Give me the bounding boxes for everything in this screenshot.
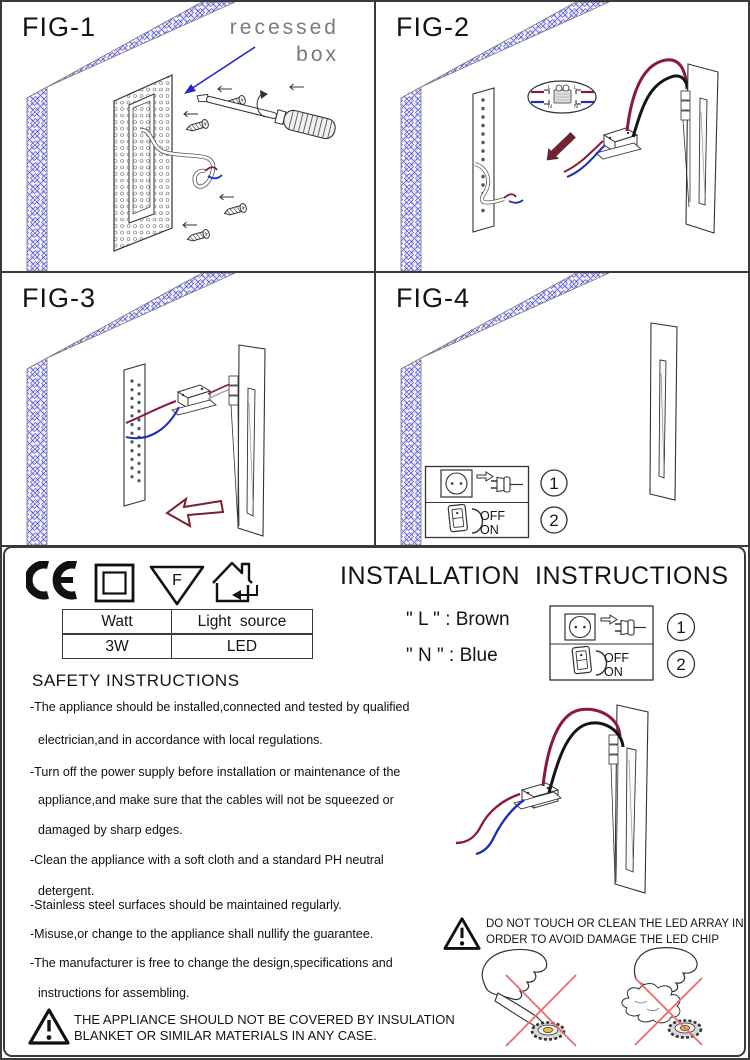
wire-n-line: " N " : Blue: [406, 645, 498, 666]
figure-fig3: [2, 273, 374, 545]
wiping-hand-icon: [622, 948, 702, 1045]
installed-fixture-panel: [650, 323, 677, 500]
recessed-box-strip: [124, 364, 145, 506]
switch-icon: [572, 646, 592, 674]
svg-text:F: F: [172, 572, 182, 589]
led-warning-line2: ORDER TO AVOID DAMAGE THE LED CHIP: [486, 934, 720, 946]
light-fixture-panel: [681, 64, 718, 233]
spec-value-source: LED: [172, 634, 313, 659]
figure-fig4: [376, 273, 748, 545]
input-wires: [564, 141, 605, 177]
figure-fig1: [2, 2, 374, 271]
led-warning-line1: DO NOT TOUCH OR CLEAN THE LED ARRAY IN: [486, 918, 744, 930]
step2-badge: [668, 651, 695, 678]
power-steps-inset: [548, 602, 748, 684]
svg-text:2: 2: [549, 511, 559, 530]
output-wires: [627, 60, 690, 137]
insulation-warning-line1: THE APPLIANCE SHOULD NOT BE COVERED BY INSULATION: [74, 1012, 455, 1027]
ce-mark-icon: [26, 561, 80, 601]
safety-line: appliance,and make sure that the cables will not be squeezed or: [38, 793, 394, 807]
spec-header-watt: Watt: [63, 610, 172, 635]
figure-fig2: [376, 2, 748, 271]
touching-hand-icon: [482, 949, 576, 1046]
step1-badge: [668, 614, 695, 641]
info-panel: [2, 545, 748, 1058]
push-in-arrow: [167, 499, 223, 526]
recessed-box-strip: [473, 88, 494, 232]
safety-line: -Stainless steel surfaces should be maintained regularly.: [30, 898, 342, 912]
recessed-box-annotation: recessed box: [229, 16, 339, 66]
power-steps-inset: [426, 467, 568, 538]
fixture-wiring-illustration: [430, 690, 748, 902]
svg-text:2: 2: [676, 655, 686, 674]
safety-line: damaged by sharp edges.: [38, 823, 183, 837]
terminal-l-left: L: [548, 85, 552, 91]
led-driver: [514, 783, 561, 809]
socket-icon: [441, 470, 472, 497]
step1-badge: [541, 470, 567, 496]
light-fixture-panel: [229, 345, 265, 536]
spec-table: [62, 609, 313, 659]
recessed-box: [114, 75, 172, 251]
safety-line: -The manufacturer is free to change the design,specifications and: [30, 956, 393, 970]
warning-triangle-icon: [28, 1007, 70, 1047]
off-label: OFF: [480, 509, 505, 523]
fig1-label: FIG-1: [22, 12, 97, 42]
off-label: OFF: [604, 651, 629, 665]
insert-arrow: [547, 133, 575, 161]
output-wires: [208, 384, 231, 399]
light-fixture-panel: [609, 705, 648, 893]
fig4-label: FIG-4: [396, 283, 471, 313]
wire-l-line: " L " : Brown: [406, 609, 510, 630]
led-driver: [172, 385, 216, 415]
on-label: ON: [480, 523, 499, 537]
insulation-warning-line2: BLANKET OR SIMILAR MATERIALS IN ANY CASE.: [74, 1028, 377, 1043]
safety-line: electrician,and in accordance with local regulations.: [38, 733, 323, 747]
svg-text:1: 1: [549, 474, 559, 493]
terminal-n-left: N: [548, 104, 552, 110]
step2-badge: [541, 507, 567, 533]
safety-line: instructions for assembling.: [38, 986, 190, 1000]
safety-title: SAFETY INSTRUCTIONS: [32, 671, 240, 690]
safety-line: -The appliance should be installed,connected and tested by qualified: [30, 700, 410, 714]
indoor-use-icon: [211, 559, 263, 605]
terminal-l-right: L: [574, 85, 578, 91]
installation-title: INSTALLATION INSTRUCTIONS: [340, 562, 729, 590]
spec-header-source: Light source: [172, 610, 313, 635]
socket-icon: [565, 614, 595, 640]
fig2-label: FIG-2: [396, 12, 471, 42]
switch-icon: [448, 504, 468, 532]
terminal-n-right: N: [574, 104, 578, 110]
f-symbol-icon: [149, 565, 205, 607]
safety-line: -Turn off the power supply before installation or maintenance of the: [30, 765, 401, 779]
class-ii-icon: [94, 563, 136, 603]
fig3-label: FIG-3: [22, 283, 97, 313]
do-not-touch-illustrations: [440, 943, 748, 1053]
spec-value-watt: 3W: [63, 634, 172, 659]
safety-line: -Clean the appliance with a soft cloth and a standard PH neutral: [30, 853, 384, 867]
safety-line: -Misuse,or change to the appliance shall nullify the guarantee.: [30, 927, 374, 941]
svg-text:1: 1: [676, 618, 686, 637]
on-label: ON: [604, 665, 623, 679]
terminal-detail-callout: [528, 81, 596, 113]
safety-line: detergent.: [38, 884, 95, 898]
